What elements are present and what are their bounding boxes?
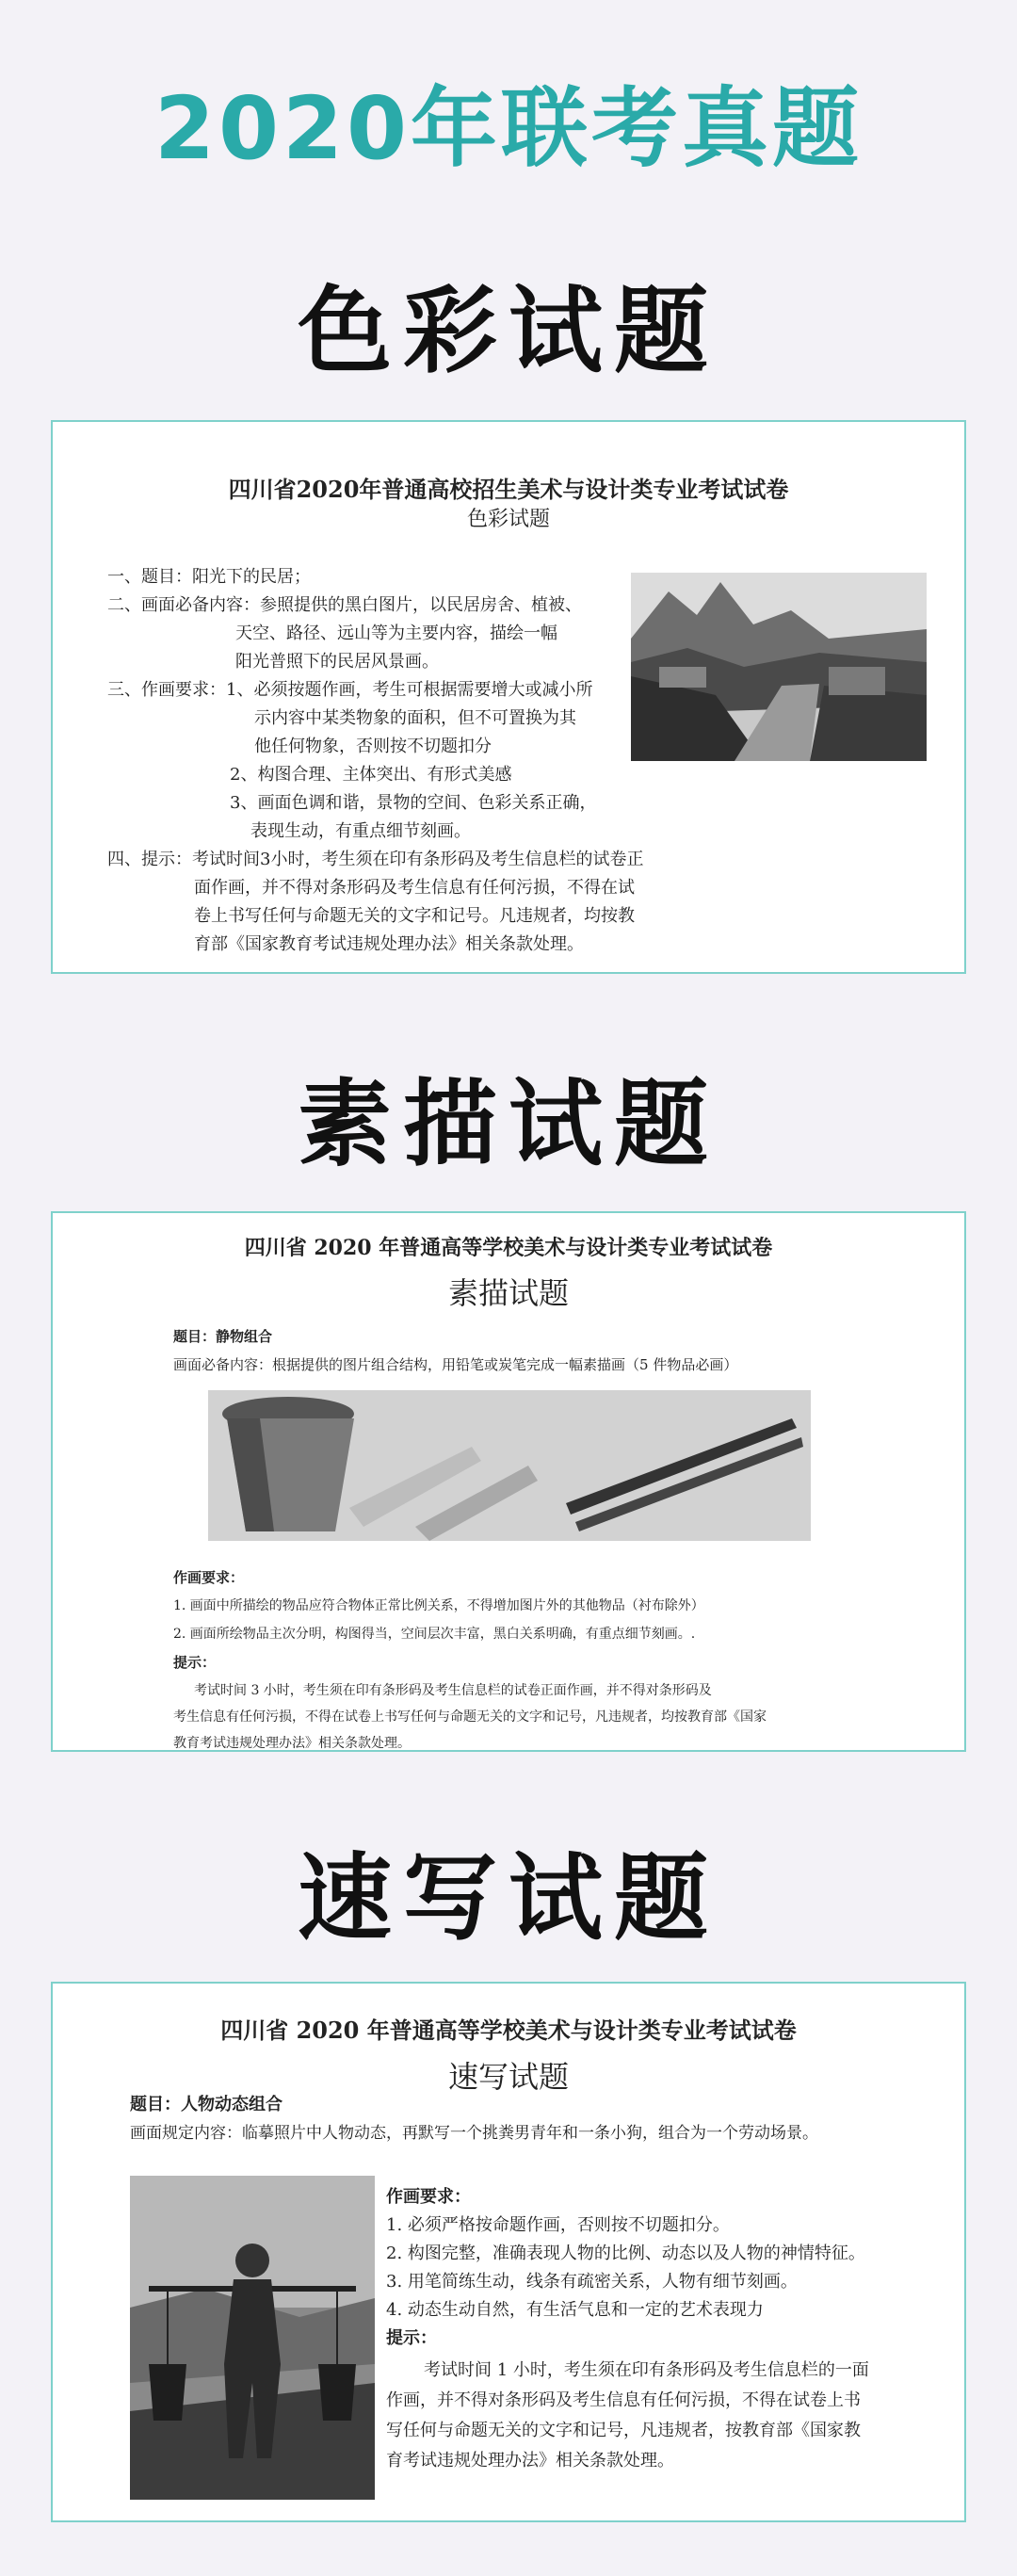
text-line: 阳光普照下的民居风景画。 xyxy=(235,652,439,672)
text-line: 他任何物象，否则按不切题扣分 xyxy=(254,737,492,756)
text-line: 示内容中某类物象的面积，但不可置换为其 xyxy=(254,708,576,728)
tip-title: 提示： xyxy=(173,1654,217,1671)
text-line: 三、作画要求：1、必须按题作画，考生可根据需要增大或减小所 xyxy=(107,680,593,700)
tip-line: 作画，并不得对条形码及考生信息有任何污损，不得在试卷上书 xyxy=(386,2390,861,2410)
doc-title: 四川省 2020 年普通高等学校美术与设计类专业考试试卷 xyxy=(244,1236,773,1260)
doc-title: 四川省 2020 年普通高等学校美术与设计类专业考试试卷 xyxy=(220,2017,797,2044)
text-line: 表现生动，有重点细节刻画。 xyxy=(250,821,471,841)
text-line: 面作画，并不得对条形码及考生信息有任何污损，不得在试 xyxy=(194,878,635,898)
tip-title: 提示： xyxy=(386,2328,437,2348)
tip-line: 考生信息有任何污损，不得在试卷上书写任何与命题无关的文字和记号，凡违规者，均按教育部《国家 xyxy=(173,1709,767,1725)
req-title: 作画要求： xyxy=(386,2187,471,2207)
text-line: 卷上书写任何与命题无关的文字和记号。凡违规者，均按教 xyxy=(194,906,635,926)
doc-subtitle: 速写试题 xyxy=(447,2059,569,2095)
content: 画面必备内容：根据提供的图片组合结构，用铅笔或炭笔完成一幅素描画（5 件物品必画） xyxy=(173,1356,738,1373)
tip-line: 考试时间 1 小时，考生须在印有条形码及考生信息栏的一面 xyxy=(424,2360,869,2380)
req-line: 3. 用笔简练生动，线条有疏密关系，人物有细节刻画。 xyxy=(386,2272,798,2292)
req-line: 2. 画面所绘物品主次分明，构图得当，空间层次丰富，黑白关系明确，有重点细节刻画。. xyxy=(173,1627,696,1642)
topic: 题目：人物动态组合 xyxy=(130,2095,282,2114)
tip-line: 育考试违规处理办法》相关条款处理。 xyxy=(386,2451,674,2471)
text-line: 育部《国家教育考试违规处理办法》相关条款处理。 xyxy=(194,934,584,954)
text-line: 3、画面色调和谐，景物的空间、色彩关系正确， xyxy=(230,793,597,813)
tip-line: 写任何与命题无关的文字和记号，凡违规者，按教育部《国家教 xyxy=(386,2421,861,2440)
porter-photo xyxy=(130,2176,375,2500)
req-line: 1. 画面中所描绘的物品应符合物体正常比例关系，不得增加图片外的其他物品（衬布除外） xyxy=(173,1598,704,1613)
tip-line: 考试时间 3 小时，考生须在印有条形码及考生信息栏的试卷正面作画，并不得对条形码及 xyxy=(194,1683,712,1698)
quick-sketch-exam-card xyxy=(51,1982,966,2522)
req-title: 作画要求： xyxy=(173,1569,245,1586)
section-heading-color: 色彩试题 xyxy=(298,276,719,386)
main-title: 2020年联考真题 xyxy=(153,78,864,179)
content: 画面规定内容：临摹照片中人物动态，再默写一个挑粪男青年和一条小狗，组合为一个劳动场景。 xyxy=(130,2124,818,2143)
text-line: 2、构图合理、主体突出、有形式美感 xyxy=(230,765,512,785)
req-line: 2. 构图完整，准确表现人物的比例、动态以及人物的神情特征。 xyxy=(386,2244,865,2263)
req-line: 1. 必须严格按命题作画，否则按不切题扣分。 xyxy=(386,2215,730,2235)
tip-line: 教育考试违规处理办法》相关条款处理。 xyxy=(173,1736,411,1751)
section-heading-quick-sketch: 速写试题 xyxy=(298,1843,719,1953)
text-line: 二、画面必备内容：参照提供的黑白图片，以民居房舍、植被、 xyxy=(107,595,582,615)
text-line: 一、题目：阳光下的民居； xyxy=(107,567,311,587)
doc-subtitle: 素描试题 xyxy=(447,1275,569,1311)
still-life-photo xyxy=(208,1390,811,1541)
section-heading-sketch: 素描试题 xyxy=(298,1069,719,1179)
text-line: 天空、路径、远山等为主要内容，描绘一幅 xyxy=(235,624,557,643)
village-photo xyxy=(631,573,927,761)
topic: 题目：静物组合 xyxy=(173,1328,273,1345)
doc-subtitle: 色彩试题 xyxy=(466,508,550,531)
doc-title: 四川省2020年普通高校招生美术与设计类专业考试试卷 xyxy=(228,476,789,503)
req-line: 4. 动态生动自然，有生活气息和一定的艺术表现力 xyxy=(386,2300,764,2320)
sketch-exam-card xyxy=(51,1211,966,1752)
color-exam-card xyxy=(51,420,966,974)
text-line: 四、提示：考试时间3小时，考生须在印有条形码及考生信息栏的试卷正 xyxy=(107,850,644,869)
